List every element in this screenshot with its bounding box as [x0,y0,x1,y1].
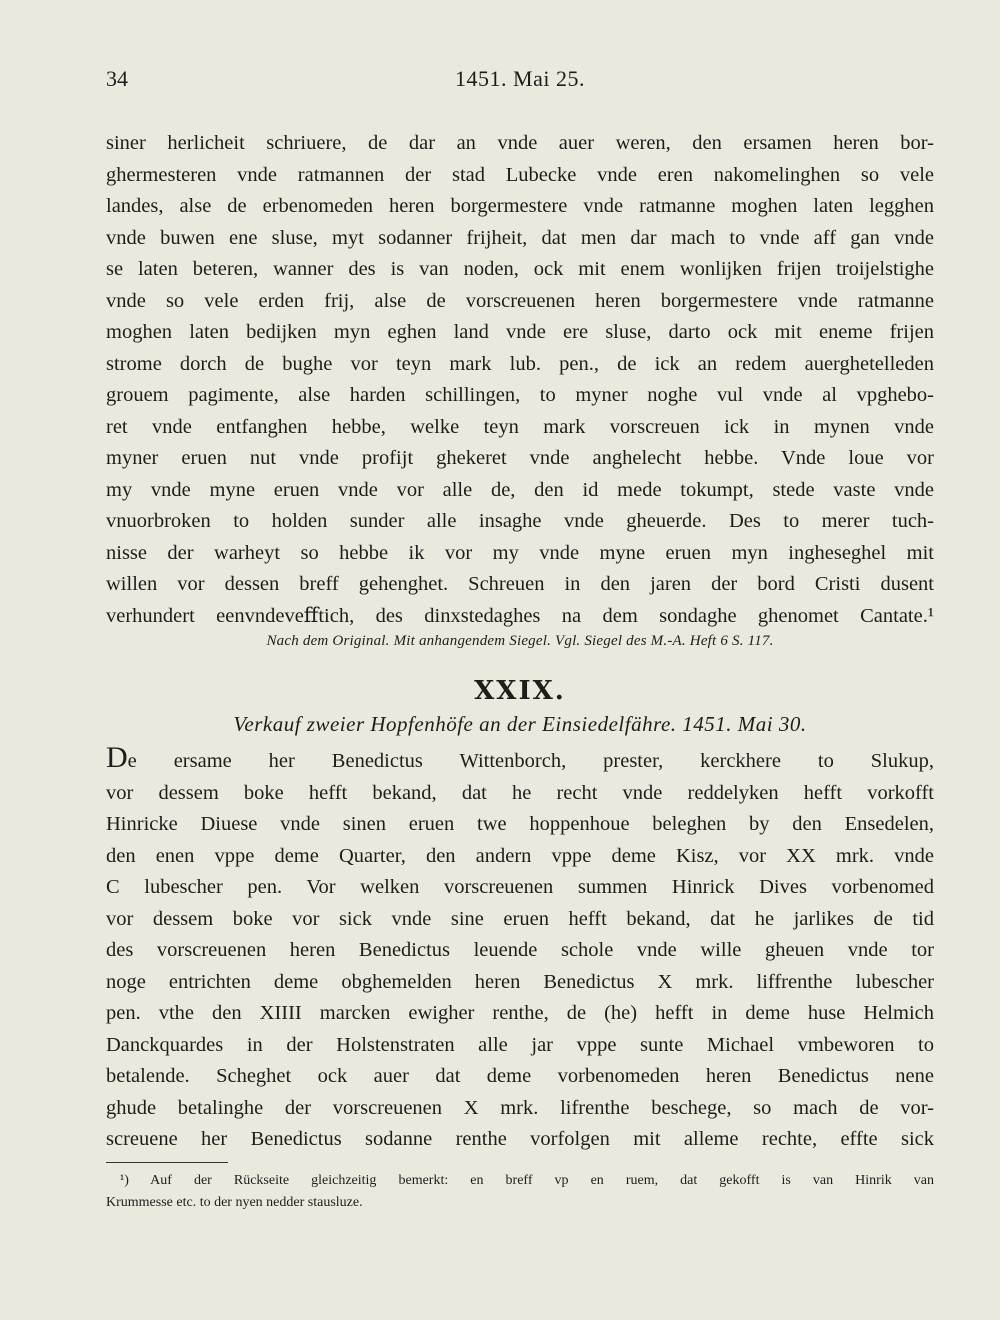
text-line: verhundert eenvndeveﬀtich, des dinxstedaghes na dem sondaghe ghenomet Cantate.¹ [106,604,934,627]
text-line: moghen laten bedijken myn eghen land vnde ere sluse, darto ock mit eneme frijen [106,321,934,343]
text-line: landes, alse de erbenomeden heren borgermestere vnde ratmanne moghen laten legghen [106,195,934,217]
text-line: strome dorch de bughe vor teyn mark lub. pen., de ick an redem auerghetelleden [106,352,934,375]
text-line: se laten beteren, wanner des is van noden, ock mit enem wonlijken frijen troijelstighe [106,258,934,280]
text-line: vor dessem boke vor sick vnde sine eruen hefft bekand, dat he jarlikes de tid [106,907,934,930]
text-line: my vnde myne eruen vnde vor alle de, den id mede tokumpt, stede vaste vnde [106,478,934,501]
charter-text-continued [106,128,934,632]
text-line: betalende. Scheghet ock auer dat deme vorbenomeden heren Benedictus nene [106,1065,934,1087]
text-line: den enen vppe deme Quarter, den andern vppe deme Kisz, vor XX mrk. vnde [106,844,934,867]
text-line: des vorscreuenen heren Benedictus leuende schole vnde wille gheuen vnde tor [106,939,934,961]
footnote-divider [106,1162,228,1163]
footnote-line: ¹) Auf der Rückseite gleichzeitig bemerkt: en breff vp en ruem, dat gekofft is van Hinrik van [120,1173,934,1188]
source-note: Nach dem Original. Mit anhangendem Siegel. Vgl. Siegel des M.-A. Heft 6 S. 117. [266,633,774,649]
text-line: screuene her Benedictus sodanne renthe vorfolgen mit alleme rechte, effte sick [106,1128,934,1150]
running-head: 1451. Mai 25. [455,66,585,91]
footnote-line: Krummesse etc. to der nyen nedder stausluze. [106,1195,363,1210]
text-line: noge entrichten deme obghemelden heren Benedictus X mrk. liffrenthe lubescher [106,970,934,993]
text-line: vnde so vele erden frij, alse de vorscreuenen heren borgermestere vnde ratmanne [106,289,934,312]
document-number: XXIX. [474,676,566,706]
text-line: nisse der warheyt so hebbe ik vor my vnde myne eruen myn ingheseghel mit [106,541,934,564]
text-line: grouem pagimente, alse harden schillingen, to myner noghe vul vnde al vpghebo- [106,384,934,406]
text-line: C lubescher pen. Vor welken vorscreuenen summen Hinrick Dives vorbenomed [106,876,934,898]
text-line: vor dessem boke hefft bekand, dat he recht vnde reddelyken hefft vorkofft [106,781,934,804]
document-body [106,746,934,1156]
text-line: vnuorbroken to holden sunder alle insaghe vnde gheuerde. Des to merer tuch- [106,510,934,532]
page-header [106,66,934,100]
text-line: siner herlicheit schriuere, de dar an vnde auer weren, den ersamen heren bor- [106,132,934,154]
text-line: Danckquardes in der Holstenstraten alle jar vppe sunte Michael vmbeworen to [106,1033,934,1056]
footnotes [106,1170,934,1214]
drop-cap: D [106,746,128,774]
text-line: ghude betalinghe der vorscreuenen X mrk. lifrenthe beschege, so mach de vor- [106,1096,934,1119]
text-line: ret vnde entfanghen hebbe, welke teyn mark vorscreuen ick in mynen vnde [106,415,934,438]
text-line-first [106,746,934,778]
text-line: pen. vthe den XIIII marcken ewigher renthe, de (he) hefft in deme huse Helmich [106,1002,934,1024]
text-line: ghermesteren vnde ratmannen der stad Lubecke vnde eren nakomelinghen so vele [106,163,934,186]
text-line: Hinricke Diuese vnde sinen eruen twe hoppenhoue beleghen by den Ensedelen, [106,813,934,835]
page-number: 34 [106,66,128,91]
text-line: vnde buwen ene sluse, myt sodanner frijheit, dat men dar mach to vnde aff gan vnde [106,226,934,249]
text-line: myner eruen nut vnde profijt ghekeret vnde anghelecht hebbe. Vnde loue vor [106,447,934,469]
text-line: willen vor dessen breff gehenghet. Schreuen in den jaren der bord Cristi dusent [106,573,934,595]
document-title: Verkauf zweier Hopfenhöfe an der Einsiedelfähre. 1451. Mai 30. [233,712,807,736]
first-line-text: e ersame her Benedictus Wittenborch, prester, kerckhere to Slukup, [127,750,934,772]
